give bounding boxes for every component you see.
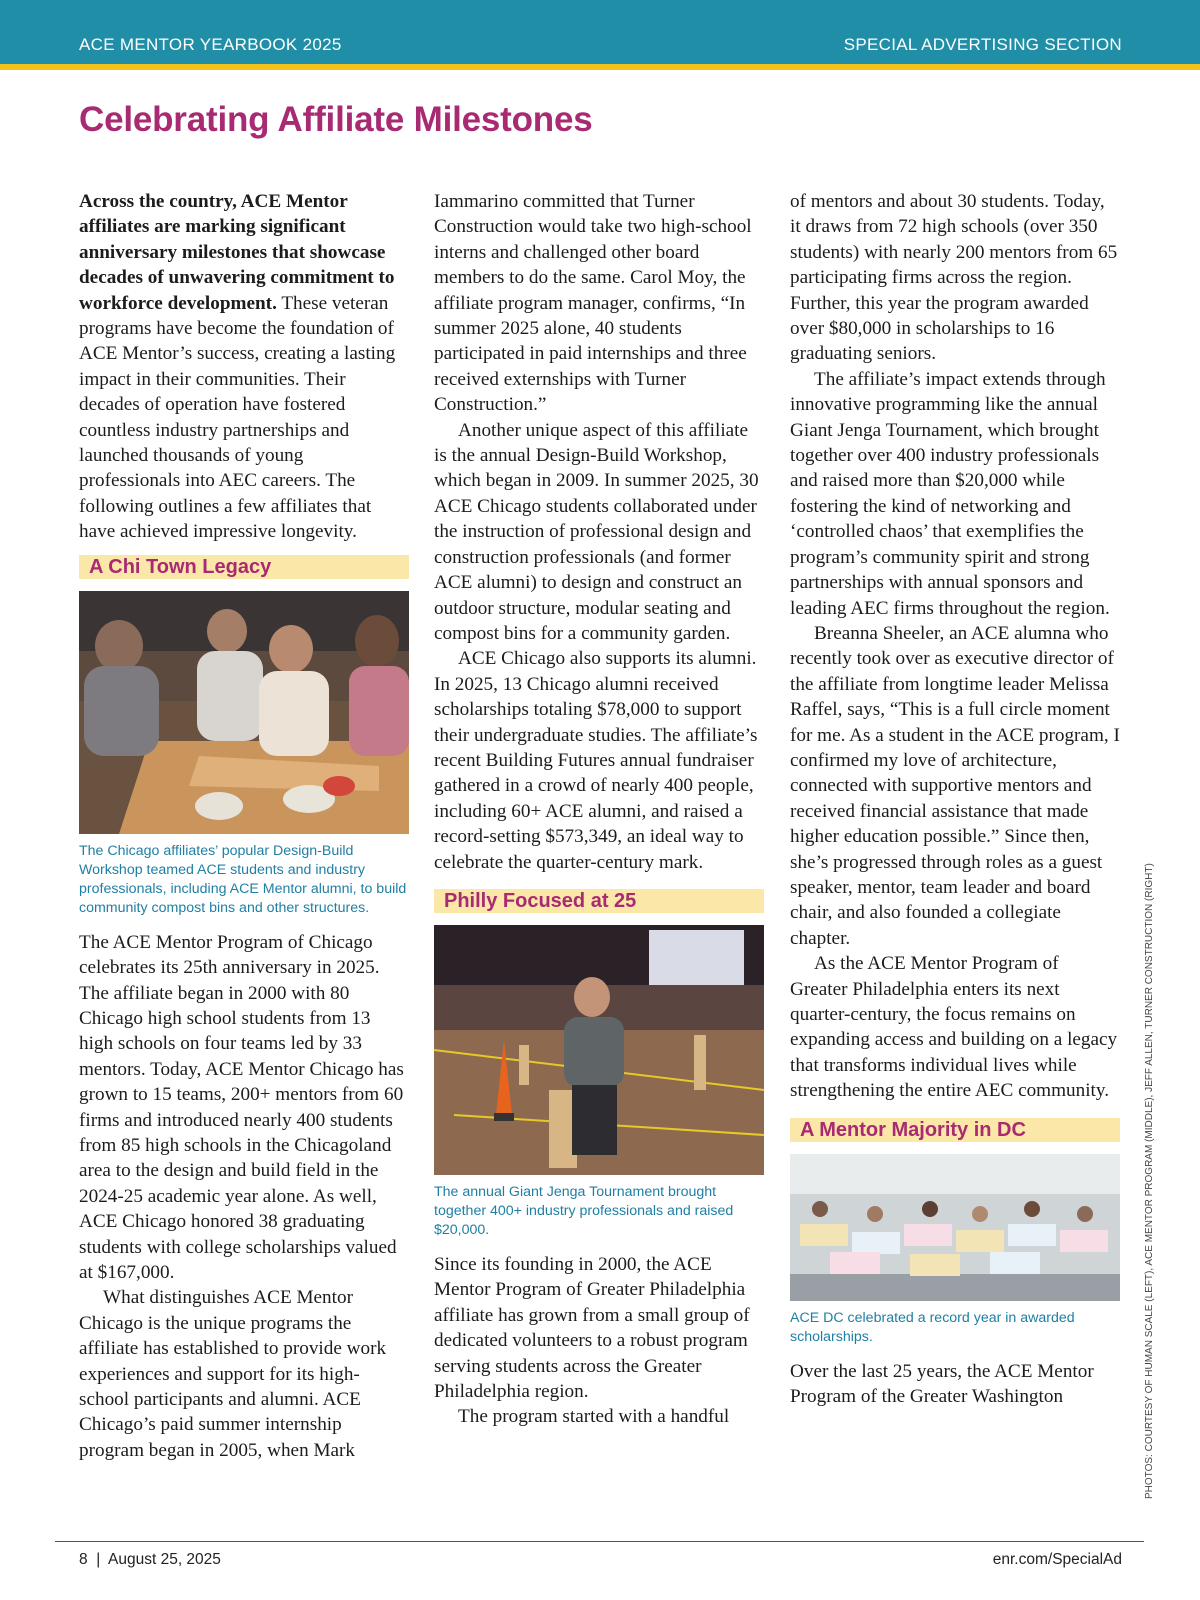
chicago-paragraph-5: ACE Chicago also supports its alumni. In 2025, 13 Chicago alumni received scholarships totaling $78,000 to support their undergraduate studies. The affiliate’s recent Building Futures annual fundraiser gathered in a crowd of nearly 400 people, including 60+ ACE alumni, and raised a record-setting $573,349, an ideal way to celebrate the quarter-century mark. xyxy=(434,648,758,873)
philly-paragraph-5: Breanna Sheeler, an ACE alumna who recently took over as executive director of the affiliate from longtime leader Melissa Raffel, says, “This is a full circle moment for me. As a student in the ACE program, I confirmed my love of architecture, connected with supportive mentors and received financial assistance that made higher education possible.” Since then, she’s progressed through roles as a guest speaker, mentor, team leader and board chair, and also founded a collegiate chapter. xyxy=(790,622,1120,949)
footer-rule xyxy=(55,1541,1144,1542)
philly-paragraph-1: Since its founding in 2000, the ACE Mentor Program of Greater Philadelphia affiliate has grown from a small group of dedicated volunteers to a robust program serving students across the Greater Philadelphia region. xyxy=(434,1253,750,1402)
header-stripe xyxy=(0,64,1200,70)
intro-body: These veteran programs have become the foundation of ACE Mentor’s success, creating a lasting impact in their communities. Their decades of operation have fostered countless industry partnerships and launched thousands of young professionals into AEC careers. The following outlines a few affiliates that have achieved impressive longevity. xyxy=(79,292,396,543)
column-3 xyxy=(790,189,1120,1409)
philly-paragraph-6: As the ACE Mentor Program of Greater Philadelphia enters its next quarter-century, the focus remains on expanding access and building on a legacy that transforms individual lives while strengthening the entire AEC community. xyxy=(790,953,1118,1102)
caption-chicago: The Chicago affiliates’ popular Design-Build Workshop teamed ACE students and industry professionals, including ACE Mentor alumni, to build community compost bins and other structures. xyxy=(79,842,407,916)
photo-chicago-workshop xyxy=(79,591,409,834)
column-2 xyxy=(434,189,764,1430)
page-headline: Celebrating Affiliate Milestones xyxy=(79,100,593,139)
photo-credit-text: PHOTOS: COURTESY OF HUMAN SCALE (LEFT), ACE MENTOR PROGRAM (MIDDLE), JEFF ALLEN, TURNER CONSTRUCTION (RIGHT) xyxy=(1144,863,1155,1499)
caption-philly: The annual Giant Jenga Tournament brought together 400+ industry professionals and raised $20,000. xyxy=(434,1183,734,1238)
subhead-philly: Philly Focused at 25 xyxy=(434,889,764,913)
philly-paragraph-3: of mentors and about 30 students. Today, it draws from 72 high schools (over 350 students) with nearly 200 mentors from 65 participating firms across the region. Further, this year the program awarded over $80,000 in scholarships to 16 graduating seniors. xyxy=(790,191,1118,365)
subhead-chicago: A Chi Town Legacy xyxy=(79,555,409,579)
caption-dc: ACE DC celebrated a record year in awarded scholarships. xyxy=(790,1309,1075,1345)
publication-title: ACE MENTOR YEARBOOK 2025 xyxy=(79,35,342,54)
photo-dc-scholarships xyxy=(790,1154,1120,1301)
dc-paragraph-1: Over the last 25 years, the ACE Mentor Program of the Greater Washington xyxy=(790,1360,1094,1408)
footer-page-date: 8 | August 25, 2025 xyxy=(79,1551,221,1568)
section-label: SPECIAL ADVERTISING SECTION xyxy=(843,35,1122,54)
chicago-paragraph-3: Iammarino committed that Turner Construction would take two high-school interns and challenged other board members to do the same. Carol Moy, the affiliate program manager, confirms, “In summer 2025 alone, 40 students participated in paid internships and three received externships with Turner Construction.” xyxy=(434,191,752,416)
chicago-paragraph-1: The ACE Mentor Program of Chicago celebrates its 25th anniversary in 2025. The affiliate began in 2000 with 80 Chicago high school students from 13 high schools on four teams led by 33 mentors. Today, ACE Mentor Chicago has grown to 15 teams, 200+ mentors from 60 firms and introduced nearly 400 students from 85 high schools in the Chicagoland area to the design and build field in the 2024-25 academic year alone. As well, ACE Chicago honored 38 graduating students with college scholarships valued at $167,000. xyxy=(79,931,404,1283)
chicago-paragraph-4: Another unique aspect of this affiliate is the annual Design-Build Workshop, which began in 2009. In summer 2025, 30 ACE Chicago students collaborated under the instruction of professional design and construction professionals (and former ACE alumni) to design and construct an outdoor structure, modular seating and compost bins for a community garden. xyxy=(434,419,759,644)
subhead-dc: A Mentor Majority in DC xyxy=(790,1118,1120,1142)
intro-paragraph xyxy=(79,189,409,545)
chicago-paragraph-2: What distinguishes ACE Mentor Chicago is the unique programs the affiliate has established to provide work experiences and support for its high-school participants and alumni. ACE Chicago’s paid summer internship program began in 2005, when Mark xyxy=(79,1287,387,1461)
footer-url: enr.com/SpecialAd xyxy=(992,1551,1122,1568)
philly-paragraph-2: The program started with a handful xyxy=(458,1406,730,1428)
photo-giant-jenga xyxy=(434,925,764,1175)
column-1 xyxy=(79,189,409,1463)
intro-lead: Across the country, ACE Mentor affiliates are marking significant anniversary milestones that showcase decades of unwavering commitment to workforce development. xyxy=(79,191,395,314)
philly-paragraph-4: The affiliate’s impact extends through innovative programming like the annual Giant Jenga Tournament, which brought together over 400 industry professionals and raised more than $20,000 while fostering the kind of networking and ‘controlled chaos’ that exemplifies the program’s community spirit and strong partnerships with annual sponsors and leading AEC firms throughout the region. xyxy=(790,368,1110,619)
